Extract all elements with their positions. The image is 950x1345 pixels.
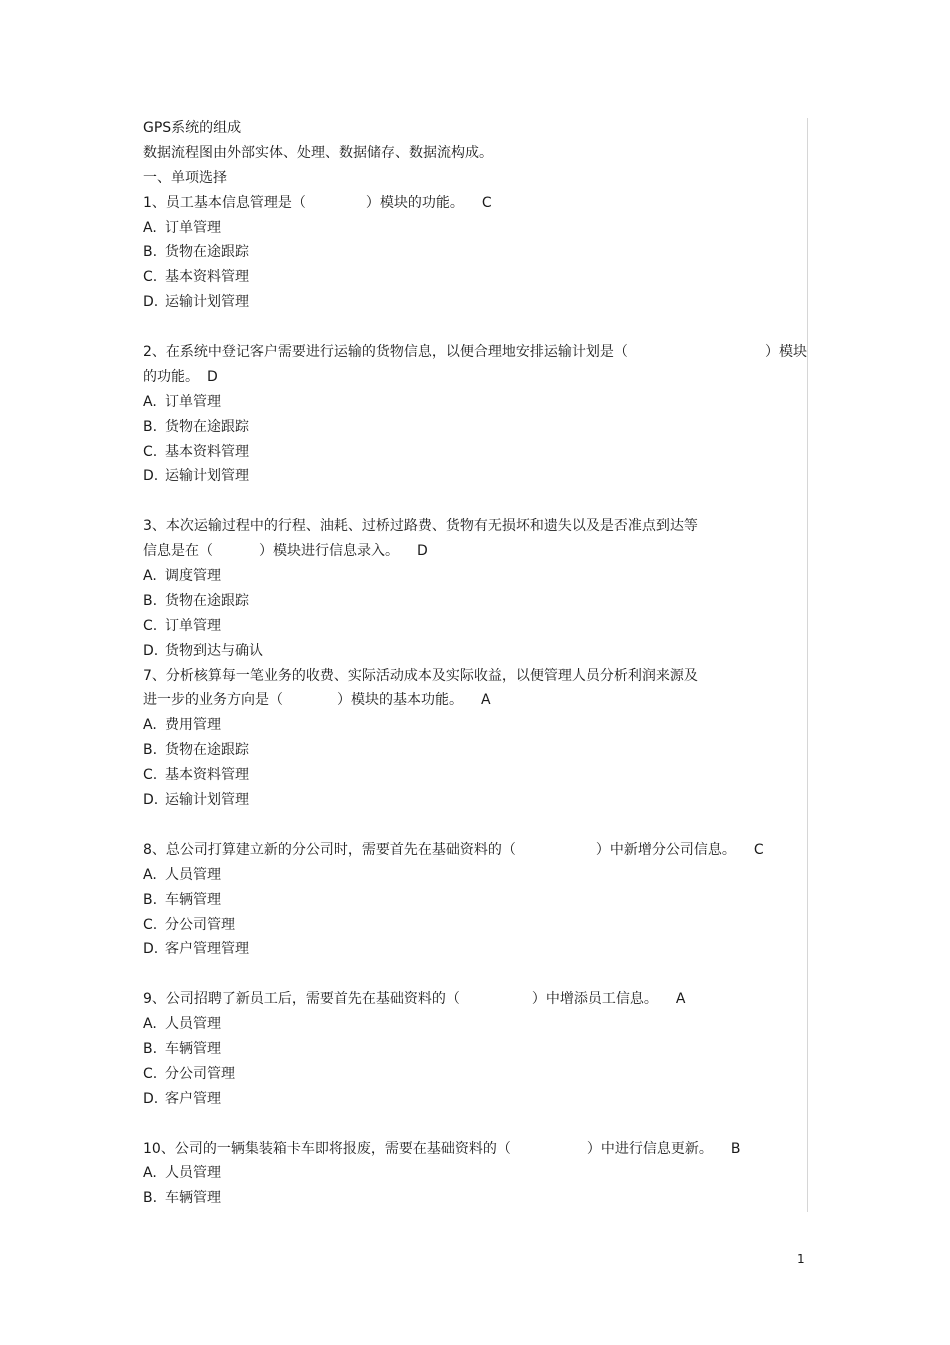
option: B. 货物在途跟踪	[143, 742, 249, 759]
option: A. 订单管理	[143, 393, 221, 410]
option: D. 运输计划管理	[143, 792, 249, 809]
option: B. 货物在途跟踪	[143, 244, 249, 261]
option: C. 基本资料管理	[143, 767, 249, 784]
document-body	[143, 116, 807, 1211]
answer-key: C	[481, 194, 492, 211]
answer-key: D	[207, 368, 218, 385]
option: A. 人员管理	[143, 1016, 221, 1033]
option: A. 调度管理	[143, 568, 221, 585]
option: D. 客户管理	[143, 1090, 221, 1107]
question-8-stem: 8、总公司打算建立新的分公司时，需要首先在基础资料的（ ）中新增分公司信息。 C	[143, 838, 807, 863]
option: B. 货物在途跟踪	[143, 418, 249, 435]
question-2-stem: 2、在系统中登记客户需要进行运输的货物信息，以便合理地安排运输计划是（ ）模块	[143, 344, 807, 361]
answer-key: C	[753, 841, 764, 858]
page-number: 1	[797, 1252, 805, 1266]
option: B. 车辆管理	[143, 891, 221, 908]
question-9-stem: 9、公司招聘了新员工后，需要首先在基础资料的（ ）中增添员工信息。 A	[143, 987, 807, 1012]
answer-key: A	[481, 692, 491, 709]
option: C. 基本资料管理	[143, 443, 249, 460]
answer-key: B	[730, 1140, 741, 1157]
section-title: 一、单项选择	[143, 169, 227, 186]
option: A. 人员管理	[143, 1165, 221, 1182]
option: A. 订单管理	[143, 219, 221, 236]
option: B. 车辆管理	[143, 1190, 221, 1207]
answer-key: A	[675, 991, 686, 1008]
option: B. 车辆管理	[143, 1040, 221, 1057]
question-3-stem: 3、本次运输过程中的行程、油耗、过桥过路费、货物有无损坏和遗失以及是否准点到达等	[143, 518, 698, 535]
option: B. 货物在途跟踪	[143, 592, 249, 609]
option: D. 客户管理管理	[143, 941, 249, 958]
margin-rule	[807, 118, 808, 1212]
heading-dfd: 数据流程图由外部实体、处理、数据储存、数据流构成。	[143, 144, 493, 161]
option: C. 分公司管理	[143, 916, 235, 933]
option: D. 货物到达与确认	[143, 642, 263, 659]
question-7-stem: 7、分析核算每一笔业务的收费、实际活动成本及实际收益，以便管理人员分析利润来源及	[143, 667, 698, 684]
option: A. 人员管理	[143, 866, 221, 883]
option: C. 分公司管理	[143, 1065, 235, 1082]
option: C. 订单管理	[143, 617, 221, 634]
question-1-stem: 1、员工基本信息管理是（ ）模块的功能。 C	[143, 191, 807, 216]
answer-key: D	[417, 543, 428, 560]
question-7-stem-cont: 进一步的业务方向是（ ）模块的基本功能。 A	[143, 688, 807, 713]
heading-gps: GPS系统的组成	[143, 120, 242, 136]
option: D. 运输计划管理	[143, 294, 249, 311]
option: D. 运输计划管理	[143, 468, 249, 485]
option: C. 基本资料管理	[143, 269, 249, 286]
question-2-stem-cont: 的功能。 D	[143, 365, 807, 390]
question-10-stem: 10、公司的一辆集装箱卡车即将报废，需要在基础资料的（ ）中进行信息更新。 B	[143, 1137, 807, 1162]
option: A. 费用管理	[143, 717, 221, 734]
question-3-stem-cont: 信息是在（ ）模块进行信息录入。 D	[143, 539, 807, 564]
